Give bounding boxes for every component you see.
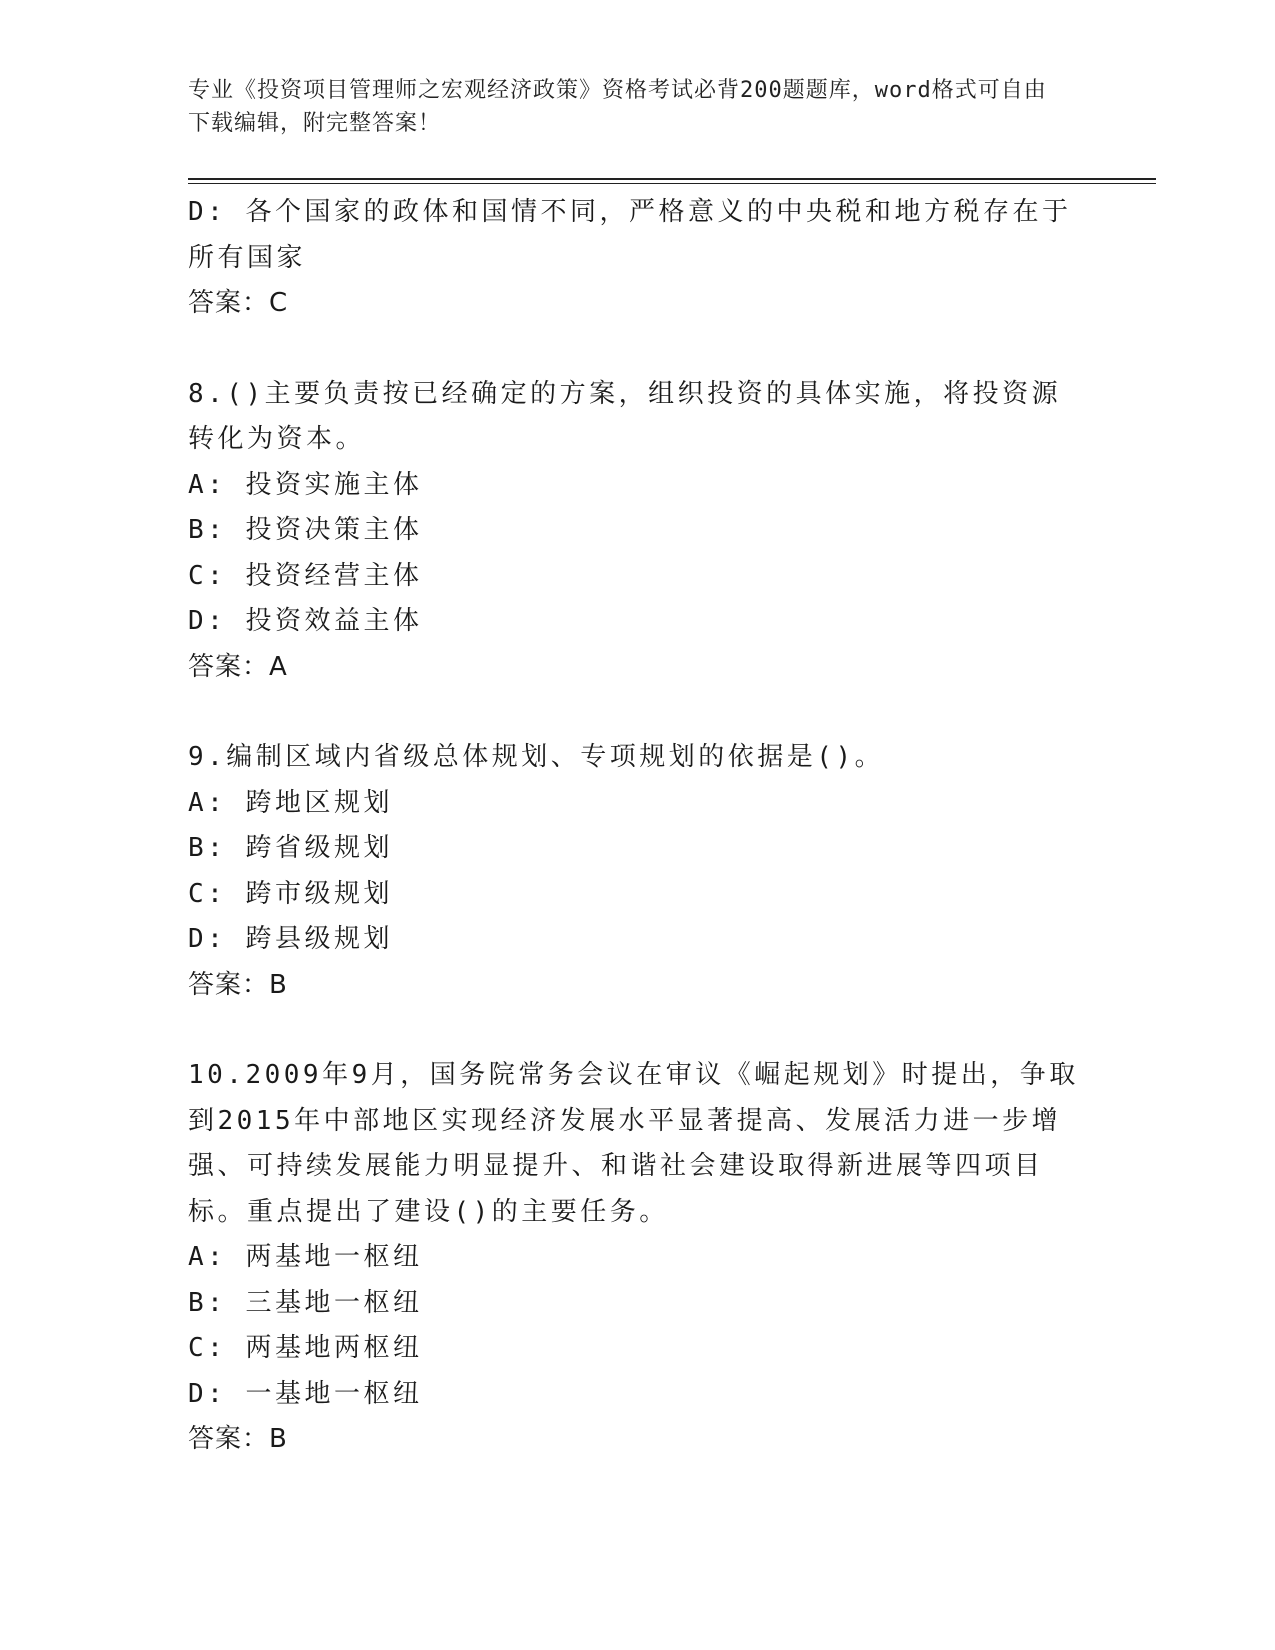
header-rule-thick <box>188 178 1156 180</box>
option-c: C: 跨市级规划 <box>188 878 393 909</box>
question-stem: 9.编制区域内省级总体规划、专项规划的依据是()。 <box>188 742 885 772</box>
carryover-question <box>188 190 1088 327</box>
question-10 <box>188 1053 1088 1463</box>
option-c: C: 投资经营主体 <box>188 560 423 591</box>
option-b: B: 投资决策主体 <box>188 515 423 545</box>
answer-line: 答案：B <box>188 1424 288 1454</box>
question-stem: 10.2009年9月，国务院常务会议在审议《崛起规划》时提出，争取到2015年中部地区实现经济发展水平显著提高、发展活力进一步增强、可持续发展能力明显提升、和谐社会建设取得新进展等四项目标。重点提出了建设()的主要任务。 <box>188 1060 1079 1227</box>
question-8 <box>188 372 1088 691</box>
answer-line: 答案：A <box>188 651 288 682</box>
option-c: C: 两基地两枢纽 <box>188 1333 423 1363</box>
option-a: A: 两基地一枢纽 <box>188 1242 423 1272</box>
option-b: B: 三基地一枢纽 <box>188 1287 423 1318</box>
option-a: A: 投资实施主体 <box>188 469 423 500</box>
question-stem: 8.()主要负责按已经确定的方案，组织投资的具体实施，将投资源转化为资本。 <box>188 378 1062 454</box>
answer-line: 答案：C <box>188 288 289 318</box>
option-b: B: 跨省级规划 <box>188 833 393 863</box>
answer-line: 答案：B <box>188 969 288 1000</box>
option-d: D: 投资效益主体 <box>188 606 423 636</box>
option-d: D: 一基地一枢纽 <box>188 1378 423 1409</box>
document-header: 专业《投资项目管理师之宏观经济政策》资格考试必背200题题库，word格式可自由下载编辑，附完整答案！ <box>188 78 1047 136</box>
question-9 <box>188 735 1088 1008</box>
option-d: D: 跨县级规划 <box>188 924 393 954</box>
question-content <box>188 190 1088 1463</box>
header-rule-thin <box>188 183 1156 184</box>
option-d: D: 各个国家的政体和国情不同，严格意义的中央税和地方税存在于所有国家 <box>188 197 1072 273</box>
option-a: A: 跨地区规划 <box>188 787 393 818</box>
